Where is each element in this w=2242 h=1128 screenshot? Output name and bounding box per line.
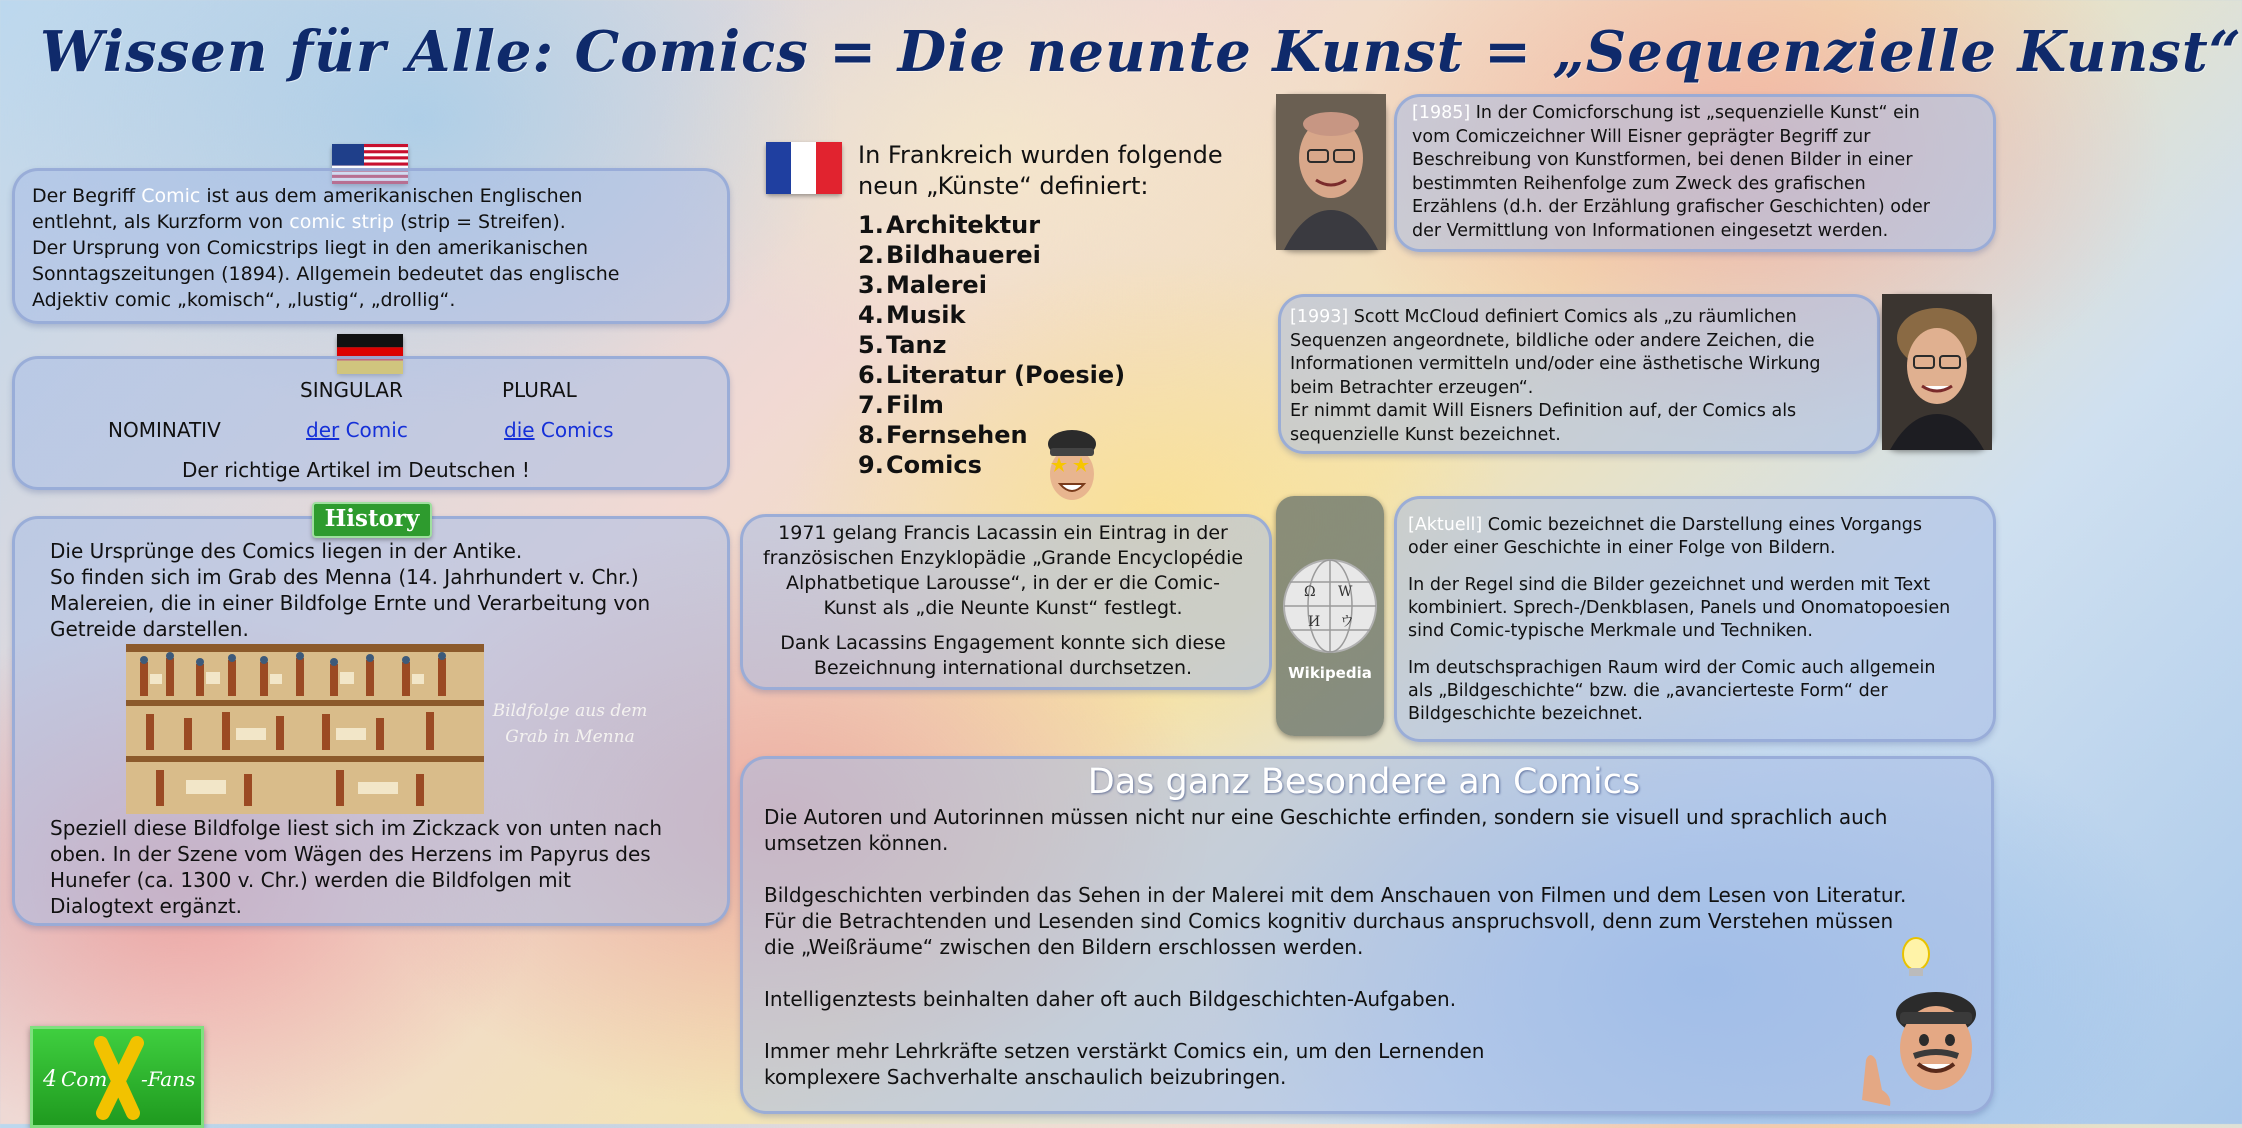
svg-text:ウ: ウ — [1340, 614, 1354, 630]
plural-form: die Comics — [504, 418, 614, 442]
page-title: Wissen für Alle: Comics = Die neunte Kunst = „Sequenzielle Kunst“ — [40, 19, 2242, 85]
scott-mccloud-photo — [1882, 294, 1992, 450]
singular-form: der Comic — [306, 418, 408, 442]
star-eyes-emoji-icon — [1044, 426, 1100, 506]
will-eisner-photo — [1276, 94, 1386, 250]
4comx-fans-logo[interactable] — [30, 1026, 204, 1128]
list-item: 8.Fernsehen — [858, 421, 1028, 449]
list-item: 9.Comics — [858, 451, 982, 479]
term-comic-strip: comic strip — [289, 211, 395, 233]
history-intro: Die Ursprünge des Comics liegen in der Antike. So finden sich im Grab des Menna (14. Jahrhundert v. Chr.) Malereien, die in einer Bildfolge Ernte und Verarbeitung von Getreide darstellen. — [50, 539, 651, 641]
year-aktuell: [Aktuell] — [1408, 515, 1483, 535]
svg-text:Com: Com — [61, 1067, 108, 1091]
year-1993: [1993] — [1290, 307, 1349, 327]
france-intro: In Frankreich wurden folgende neun „Künste“ definiert: — [858, 141, 1223, 200]
article-der-link[interactable]: der — [306, 418, 340, 442]
nine-arts-list — [858, 210, 1218, 480]
french-flag-icon — [766, 142, 842, 194]
history-badge: History — [312, 502, 432, 538]
wikipedia-tile — [1276, 496, 1384, 736]
comic-origin-text: Der Begriff Comic ist aus dem amerikanischen Englischen entlehnt, als Kurzform von comic strip (strip = Streifen). Der Ursprung von Comicstrips liegt in den amerikanischen Sonntagszeitungen (1894). Allgemein bedeutet das englische Adjektiv comic „komisch“, „lustig“, „drollig“. — [32, 185, 620, 311]
svg-text:W: W — [1338, 584, 1353, 600]
term-comic: Comic — [141, 185, 201, 207]
special-text: Die Autoren und Autorinnen müssen nicht nur eine Geschichte erfinden, sondern sie visuell und sprachlich auch umsetzen können. Bildgeschichten verbinden das Sehen in der Malerei mit dem Anschauen von Filmen und dem Lesen von Literatur. Für die Betrachtenden und Lesenden sind Comics kognitiv durchaus anspruchsvoll, denn zum Verstehen müssen die „Weißräume“ zwischen den Bildern erschlossen werden. Intelligenztests beinhalten daher oft auch Bildgeschichten-Aufgaben. Immer mehr Lehrkräfte setzen verstärkt Comics ein, um den Lernenden komplexere Sachverhalte anschaulich beizubringen. — [764, 805, 1907, 1089]
svg-text:И: И — [1308, 614, 1321, 630]
lacassin-text: 1971 gelang Francis Lacassin ein Eintrag in der französischen Enzyklopädie „Grande Encyclopédie Alphatbetique Larousse“, in der er die Comic- Kunst als „die Neunte Kunst“ festlegt. Dank Lacassins Engagement konnte sich diese Bezeichnung international durchsetzen. — [762, 522, 1244, 679]
singular-header: SINGULAR — [300, 378, 403, 402]
special-heading: Das ganz Besondere an Comics — [1087, 762, 1641, 802]
wikipedia-label: Wikipedia — [1288, 664, 1372, 682]
svg-text:4: 4 — [43, 1067, 57, 1092]
article-die-link[interactable]: die — [504, 418, 535, 442]
svg-text:Ω: Ω — [1304, 584, 1316, 600]
svg-text:-Fans: -Fans — [141, 1067, 196, 1091]
plural-header: PLURAL — [502, 378, 577, 402]
history-reading-text: Speziell diese Bildfolge liest sich im Zickzack von unten nach oben. In der Szene vom Wägen des Herzens im Papyrus des Hunefer (ca. 1300 v. Chr.) werden die Bildfolgen mit Dialogtext ergänzt. — [50, 816, 663, 918]
list-item: 5.Tanz — [858, 331, 947, 359]
menna-tomb-painting — [126, 644, 484, 814]
mccloud-text: [1993] Scott McCloud definiert Comics als „zu räumlichen Sequenzen angeordnete, bildliche oder andere Zeichen, die Informationen vermitteln und/oder eine ästhetische Wirkung beim Betrachter erzeugen“. Er nimmt damit Will Eisners Definition auf, der Comics als sequenzielle Kunst bezeichnet. — [1290, 307, 1821, 445]
list-item: 1.Architektur — [858, 211, 1041, 239]
grammar-caption: Der richtige Artikel im Deutschen ! — [182, 458, 530, 482]
eisner-text: [1985] In der Comicforschung ist „sequenzielle Kunst“ ein vom Comiczeichner Will Eisner geprägter Begriff zur Beschreibung von Kunstformen, bei denen Bilder in einer bestimmten Reihenfolge zum Zweck des grafischen Erzählens (d.h. der Erzählung grafischer Geschichten) oder der Vermittlung von Informationen eingesetzt werden. — [1412, 103, 1930, 241]
list-item: 7.Film — [858, 391, 944, 419]
idea-emoji-icon — [1838, 932, 1988, 1100]
wikipedia-text: [Aktuell] Comic bezeichnet die Darstellung eines Vorgangs oder einer Geschichte in einer Folge von Bildern. In der Regel sind die Bilder gezeichnet und werden mit Text kombiniert. Sprech-/Denkblasen, Panels und Onomatopoesien sind Comic-typische Merkmale und Techniken. Im deutschsprachigen Raum wird der Comic auch allgemein als „Bildgeschichte“ bzw. die „avancierteste Form“ der Bildgeschichte bezeichnet. — [1408, 515, 1951, 724]
list-item: 6.Literatur (Poesie) — [858, 361, 1126, 389]
painting-caption: Bildfolge aus dem Grab in Menna — [492, 701, 648, 747]
list-item: 3.Malerei — [858, 271, 987, 299]
list-item: 4.Musik — [858, 301, 966, 329]
year-1985: [1985] — [1412, 103, 1471, 123]
list-item: 2.Bildhauerei — [858, 241, 1041, 269]
case-label: NOMINATIV — [108, 418, 221, 442]
